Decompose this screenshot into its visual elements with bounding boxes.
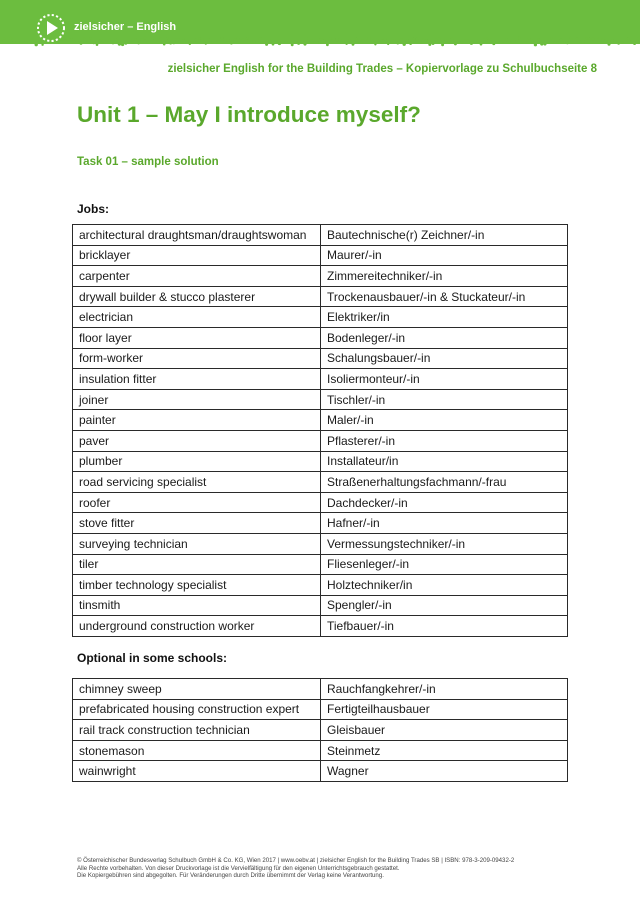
- table-row: [73, 679, 568, 700]
- german-term: Installateur/in: [321, 451, 568, 472]
- english-term: plumber: [73, 451, 321, 472]
- table-row: [73, 286, 568, 307]
- table-row: [73, 307, 568, 328]
- table-row: [73, 616, 568, 637]
- footer-line: Die Kopiergebühren sind abgegolten. Für Veränderungen durch Dritte übernimmt der Verlag keine Verantwortung.: [77, 872, 384, 880]
- english-term: roofer: [73, 492, 321, 513]
- english-term: tiler: [73, 554, 321, 575]
- table-row: [73, 225, 568, 246]
- english-term: carpenter: [73, 266, 321, 287]
- german-term: Gleisbauer: [321, 720, 568, 741]
- table-row: [73, 348, 568, 369]
- english-term: road servicing specialist: [73, 472, 321, 493]
- table-row: [73, 699, 568, 720]
- german-term: Maler/-in: [321, 410, 568, 431]
- german-term: Holztechniker/in: [321, 575, 568, 596]
- german-term: Spengler/-in: [321, 595, 568, 616]
- table-row: [73, 389, 568, 410]
- english-term: prefabricated housing construction expert: [73, 699, 321, 720]
- german-term: Maurer/-in: [321, 245, 568, 266]
- english-term: rail track construction technician: [73, 720, 321, 741]
- german-term: Trockenausbauer/-in & Stuckateur/-in: [321, 286, 568, 307]
- table-row: [73, 410, 568, 431]
- german-term: Vermessungstechniker/-in: [321, 533, 568, 554]
- table-row: [73, 513, 568, 534]
- english-term: floor layer: [73, 327, 321, 348]
- jobs-table: [72, 224, 568, 637]
- german-term: Tischler/-in: [321, 389, 568, 410]
- table-row: [73, 720, 568, 741]
- english-term: underground construction worker: [73, 616, 321, 637]
- german-term: Fertigteilhausbauer: [321, 699, 568, 720]
- table-row: [73, 327, 568, 348]
- german-term: Rauchfangkehrer/-in: [321, 679, 568, 700]
- english-term: insulation fitter: [73, 369, 321, 390]
- german-term: Bodenleger/-in: [321, 327, 568, 348]
- english-term: form-worker: [73, 348, 321, 369]
- english-term: electrician: [73, 307, 321, 328]
- english-term: timber technology specialist: [73, 575, 321, 596]
- english-term: stonemason: [73, 740, 321, 761]
- table-row: [73, 430, 568, 451]
- english-term: stove fitter: [73, 513, 321, 534]
- german-term: Fliesenleger/-in: [321, 554, 568, 575]
- task-heading: Task 01 – sample solution: [77, 156, 219, 168]
- english-term: tinsmith: [73, 595, 321, 616]
- german-term: Straßenerhaltungsfachmann/-frau: [321, 472, 568, 493]
- dotted-edge: [0, 36, 640, 50]
- table-row: [73, 472, 568, 493]
- german-term: Hafner/-in: [321, 513, 568, 534]
- jobs-label: Jobs:: [77, 202, 110, 216]
- footer-line: © Österreichischer Bundesverlag Schulbuch GmbH & Co. KG, Wien 2017 | www.oebv.at | zielsicher English for the Building Trades SB | ISBN: 978-3-209-09432-2: [77, 857, 515, 864]
- table-row: [73, 595, 568, 616]
- copyright-footer: [77, 857, 514, 880]
- english-term: painter: [73, 410, 321, 431]
- page-subtitle: zielsicher English for the Building Trades – Kopiervorlage zu Schulbuchseite 8: [167, 63, 597, 75]
- english-term: bricklayer: [73, 245, 321, 266]
- table-row: [73, 740, 568, 761]
- german-term: Bautechnische(r) Zeichner/-in: [321, 225, 568, 246]
- german-term: Isoliermonteur/-in: [321, 369, 568, 390]
- table-row: [73, 575, 568, 596]
- table-row: [73, 554, 568, 575]
- english-term: surveying technician: [73, 533, 321, 554]
- english-term: architectural draughtsman/draughtswoman: [73, 225, 321, 246]
- table-row: [73, 492, 568, 513]
- german-term: Schalungsbauer/-in: [321, 348, 568, 369]
- optional-label: Optional in some schools:: [77, 651, 228, 665]
- play-circle-icon: [36, 13, 66, 43]
- english-term: drywall builder & stucco plasterer: [73, 286, 321, 307]
- german-term: Zimmereitechniker/-in: [321, 266, 568, 287]
- english-term: paver: [73, 430, 321, 451]
- german-term: Elektriker/in: [321, 307, 568, 328]
- table-row: [73, 369, 568, 390]
- german-term: Tiefbauer/-in: [321, 616, 568, 637]
- english-term: joiner: [73, 389, 321, 410]
- english-term: wainwright: [73, 761, 321, 782]
- english-term: chimney sweep: [73, 679, 321, 700]
- table-row: [73, 533, 568, 554]
- german-term: Pflasterer/-in: [321, 430, 568, 451]
- german-term: Wagner: [321, 761, 568, 782]
- german-term: Dachdecker/-in: [321, 492, 568, 513]
- optional-table: [72, 678, 568, 782]
- footer-line: Alle Rechte vorbehalten. Von dieser Druckvorlage ist die Vervielfältigung für den eigenen Unterrichtsgebrauch gestattet.: [77, 864, 400, 872]
- table-row: [73, 761, 568, 782]
- table-row: [73, 245, 568, 266]
- german-term: Steinmetz: [321, 740, 568, 761]
- table-row: [73, 266, 568, 287]
- page-title: Unit 1 – May I introduce myself?: [77, 102, 421, 127]
- brand-name: zielsicher – English: [74, 21, 177, 33]
- table-row: [73, 451, 568, 472]
